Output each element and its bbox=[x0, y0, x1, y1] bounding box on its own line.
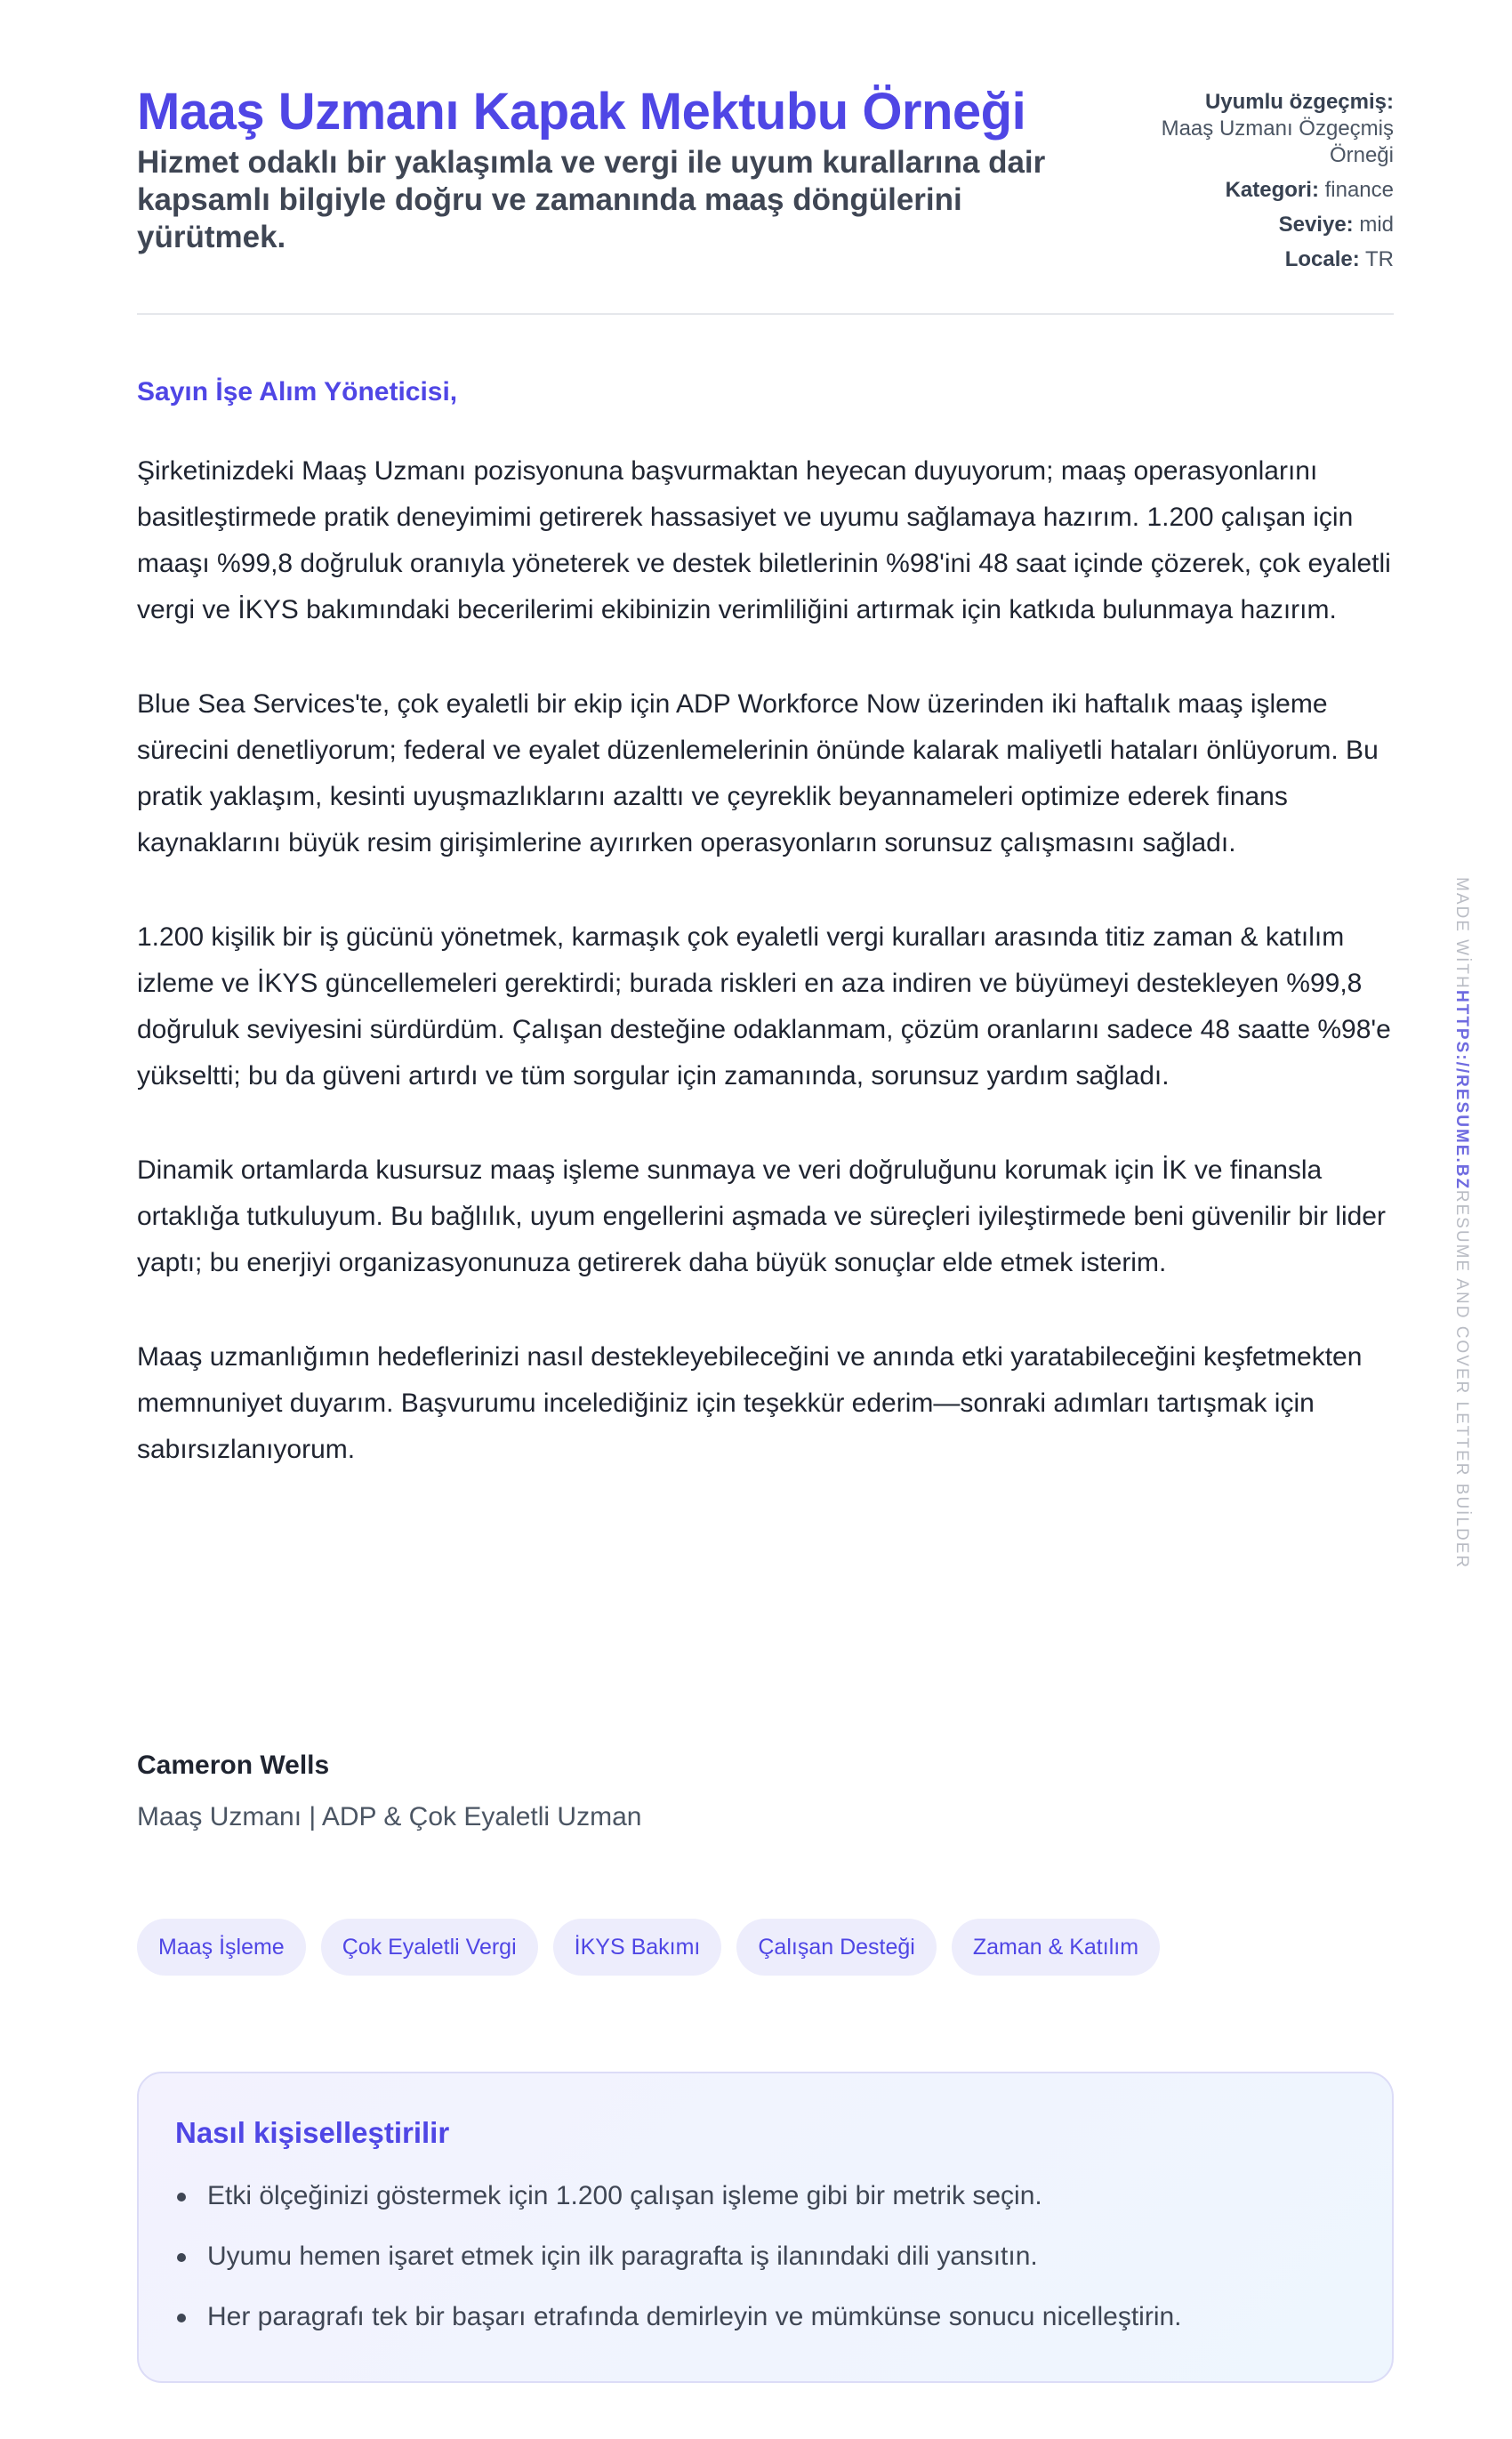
letter-paragraph: Maaş uzmanlığımın hedeflerinizi nasıl destekleyebileceğini ve anında etki yaratabileceğini keşfetmekten memnuniyet duyarım. Başvurumu incelediğiniz için teşekkür ederim—sonraki adımları tartışmak için sabırsızlanıyorum. bbox=[137, 1342, 1363, 1464]
meta-category bbox=[1127, 177, 1394, 204]
letter-paragraph: Dinamik ortamlarda kusursuz maaş işleme sunmaya ve veri doğruluğunu korumak için İK ve finansla ortaklığa tutkuluyum. Bu bağlılık, uyum engellerini aşmada ve süreçleri iyileştirmede beni güvenilir bir lider yaptı; bu enerjiyi organizasyonunuza getirerek daha büyük sonuçlar elde etmek isterim. bbox=[137, 1155, 1386, 1277]
meta-resume-value[interactable]: Maaş Uzmanı Özgeçmiş Örneği bbox=[1161, 117, 1394, 167]
tips-list bbox=[175, 2173, 1182, 2354]
watermark bbox=[1452, 877, 1471, 1569]
tip-item: Etki ölçeğinizi göstermek için 1.200 çalışan işleme gibi bir metrik seçin. bbox=[175, 2173, 1182, 2234]
page-title: Maaş Uzmanı Kapak Mektubu Örneği bbox=[137, 83, 1026, 141]
tips-title: Nasıl kişiselleştirilir bbox=[175, 2116, 450, 2149]
meta-category-value: finance bbox=[1324, 178, 1394, 202]
tip-item: Her paragrafı tek bir başarı etrafında demirleyin ve mümkünse sonucu nicelleştirin. bbox=[175, 2294, 1182, 2354]
letter-body bbox=[137, 448, 1394, 1521]
meta-panel bbox=[1127, 89, 1394, 281]
skill-tag: Çok Eyaletli Vergi bbox=[321, 1919, 538, 1976]
meta-resume bbox=[1127, 89, 1394, 169]
meta-level bbox=[1127, 212, 1394, 238]
header-divider bbox=[137, 313, 1394, 315]
watermark-prefix: MADE WİTH bbox=[1452, 877, 1471, 990]
skill-tag: Çalışan Desteği bbox=[736, 1919, 936, 1976]
skill-tag: Zaman & Katılım bbox=[952, 1919, 1160, 1976]
meta-level-value: mid bbox=[1359, 213, 1394, 237]
page-subtitle: Hizmet odaklı bir yaklaşımla ve vergi ile uyum kurallarına dair kapsamlı bilgiyle doğru ve zamanında maaş döngülerini yürütmek. bbox=[137, 145, 1046, 254]
signature-role: Maaş Uzmanı | ADP & Çok Eyaletli Uzman bbox=[137, 1802, 642, 1831]
skill-tags bbox=[137, 1919, 1160, 1976]
letter-paragraph: Şirketinizdeki Maaş Uzmanı pozisyonuna başvurmaktan heyecan duyuyorum; maaş operasyonlarını basitleştirmede pratik deneyimimi getirerek hassasiyet ve uyumu sağlamaya hazırım. 1.200 çalışan için maaşı %99,8 doğruluk oranıyla yöneterek ve destek biletlerinin %98'ini 48 saat içinde çözerek, çok eyaletli vergi ve İKYS bakımındaki becerilerimi ekibinizin verimliliğini artırmak için katkıda bulunmaya hazırım. bbox=[137, 456, 1391, 624]
skill-tag: Maaş İşleme bbox=[137, 1919, 306, 1976]
tip-item: Uyumu hemen işaret etmek için ilk paragrafta iş ilanındaki dili yansıtın. bbox=[175, 2234, 1182, 2294]
letter-greeting: Sayın İşe Alım Yöneticisi, bbox=[137, 377, 458, 406]
signature-name: Cameron Wells bbox=[137, 1751, 330, 1780]
meta-locale-label: Locale: bbox=[1284, 247, 1360, 271]
meta-locale-value: TR bbox=[1365, 247, 1394, 271]
watermark-link[interactable]: HTTPS://RESUME.BZ bbox=[1452, 989, 1471, 1190]
meta-locale bbox=[1127, 246, 1394, 273]
header bbox=[137, 82, 1394, 313]
personalization-tips bbox=[137, 2072, 1394, 2383]
meta-resume-label: Uyumlu özgeçmiş: bbox=[1204, 90, 1394, 114]
letter-paragraph: 1.200 kişilik bir iş gücünü yönetmek, karmaşık çok eyaletli vergi kuralları arasında titiz zaman & katılım izleme ve İKYS güncellemeleri gerektirdi; burada riskleri en aza indiren ve büyümeyi destekleyen %99,8 doğruluk seviyesini sürdürdüm. Çalışan desteğine odaklanmam, çözüm oranlarını sadece 48 saatte %98'e yükseltti; bu da güveni artırdı ve tüm sorgular için zamanında, sorunsuz yardım sağladı. bbox=[137, 922, 1391, 1091]
skill-tag: İKYS Bakımı bbox=[553, 1919, 722, 1976]
meta-level-label: Seviye: bbox=[1278, 213, 1354, 237]
meta-category-label: Kategori: bbox=[1225, 178, 1319, 202]
watermark-suffix: RESUME AND COVER LETTER BUİLDER bbox=[1452, 1189, 1471, 1570]
letter-paragraph: Blue Sea Services'te, çok eyaletli bir ekip için ADP Workforce Now üzerinden iki haftalık maaş işleme sürecini denetliyorum; federal ve eyalet düzenlemelerinin önünde kalarak maliyetli hataları önlüyorum. Bu pratik yaklaşım, kesinti uyuşmazlıklarını azalttı ve çeyreklik beyannameleri optimize ederek finans kaynaklarını büyük resim girişimlerine ayırırken operasyonların sorunsuz çalışmasını sağladı. bbox=[137, 689, 1379, 857]
